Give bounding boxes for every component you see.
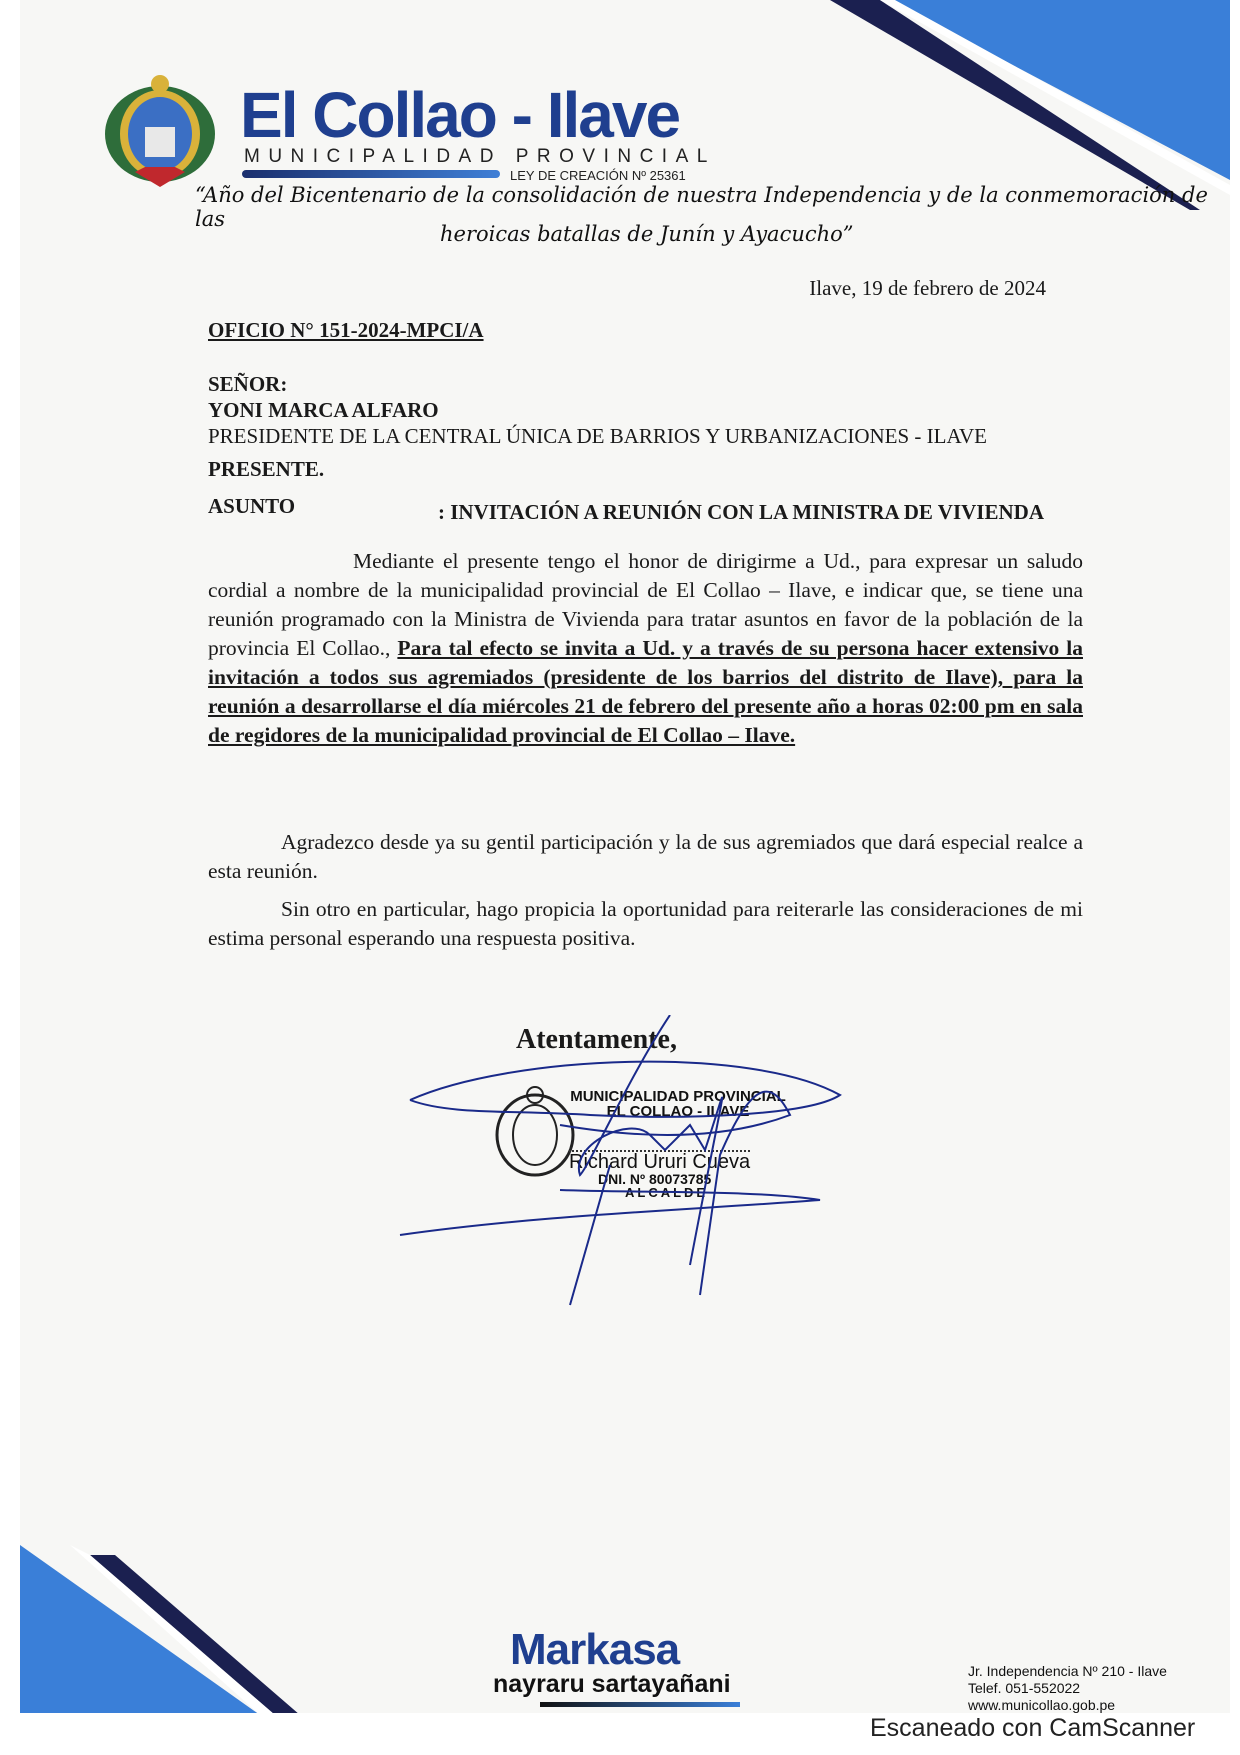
creation-law: LEY DE CREACIÓN Nº 25361 (510, 168, 686, 183)
corner-decoration-bottom (20, 1545, 340, 1713)
salutation: SEÑOR: (208, 372, 288, 396)
subject: : INVITACIÓN A REUNIÓN CON LA MINISTRA DE VIVIENDA (438, 500, 1044, 524)
stamp-line2: EL COLLAO - ILAVE (606, 1103, 750, 1120)
paragraph-3: Sin otro en particular, hago propicia la oportunidad para reiterarle las consideraciones de mi estima personal esperando una respuesta positiva. (208, 897, 1083, 950)
stamp-line1: MUNICIPALIDAD PROVINCIAL (570, 1088, 786, 1105)
year-motto-line1: “Año del Bicentenario de la consolidación de nuestra Independencia y de la conmemoración de las (195, 183, 1208, 231)
slogan-sub: nayraru sartayañani (493, 1670, 731, 1698)
brand-name: El Collao - Ilave (240, 79, 680, 151)
stamp-role: ALCALDE (625, 1185, 709, 1200)
scanner-watermark: Escaneado con CamScanner (870, 1714, 1196, 1742)
phone: Telef. 051-552022 (968, 1680, 1081, 1696)
website[interactable]: www.municollao.gob.pe (968, 1697, 1116, 1713)
paragraph-2: Agradezco desde ya su gentil participación y la de sus agremiados que dará especial realce a esta reunión. (208, 830, 1083, 883)
recipient-name: YONI MARCA ALFARO (208, 398, 439, 422)
presente: PRESENTE. (208, 457, 325, 481)
letter-reference: OFICIO N° 151-2024-MPCI/A (208, 318, 484, 342)
paragraph-1-intro: Mediante el presente tengo el honor de dirigirme a Ud., para expresar un saludo cordial a nombre de la municipalidad provincial de El Collao – Ilave, e indicar que, se tiene una reunión programado con la Ministra de Vivienda para tratar asuntos en favor de la población de la provincia El Collao., (208, 549, 1083, 660)
paragraph-1-emphasis: Para tal efecto se invita a Ud. y a través de su persona hacer extensivo la invitación a todos sus agremiados (presidente de los barrios del distrito de Ilave), para la reunión a desarrollarse el día miércoles 21 de febrero del presente año a horas 02:00 pm en sala de regidores de la municipalidad provincial de El Collao – Ilave. (208, 636, 1083, 747)
letter-page (20, 0, 1230, 1713)
paragraph-1 (208, 547, 1083, 750)
subject-label: ASUNTO (208, 494, 296, 518)
brand-underline (242, 170, 500, 178)
stamp-id: DNI. Nº 80073785 (598, 1171, 712, 1187)
stamp-name: Richard Ururi Cueva (569, 1151, 751, 1173)
address: Jr. Independencia Nº 210 - Ilave (968, 1663, 1167, 1679)
letter-date: Ilave, 19 de febrero de 2024 (809, 276, 1046, 300)
recipient-title: PRESIDENTE DE LA CENTRAL ÚNICA DE BARRIOS Y URBANIZACIONES - ILAVE (208, 424, 987, 448)
contact-info (968, 1663, 1167, 1713)
signature (390, 1015, 890, 1315)
closing: Atentamente, (516, 1024, 677, 1055)
slogan-underline (540, 1702, 740, 1707)
slogan-main: Markasa (510, 1625, 680, 1674)
year-motto-line2: heroicas batallas de Junín y Ayacucho” (440, 222, 854, 246)
municipal-emblem-logo (95, 72, 225, 192)
brand-subtitle: MUNICIPALIDAD PROVINCIAL (244, 146, 716, 167)
